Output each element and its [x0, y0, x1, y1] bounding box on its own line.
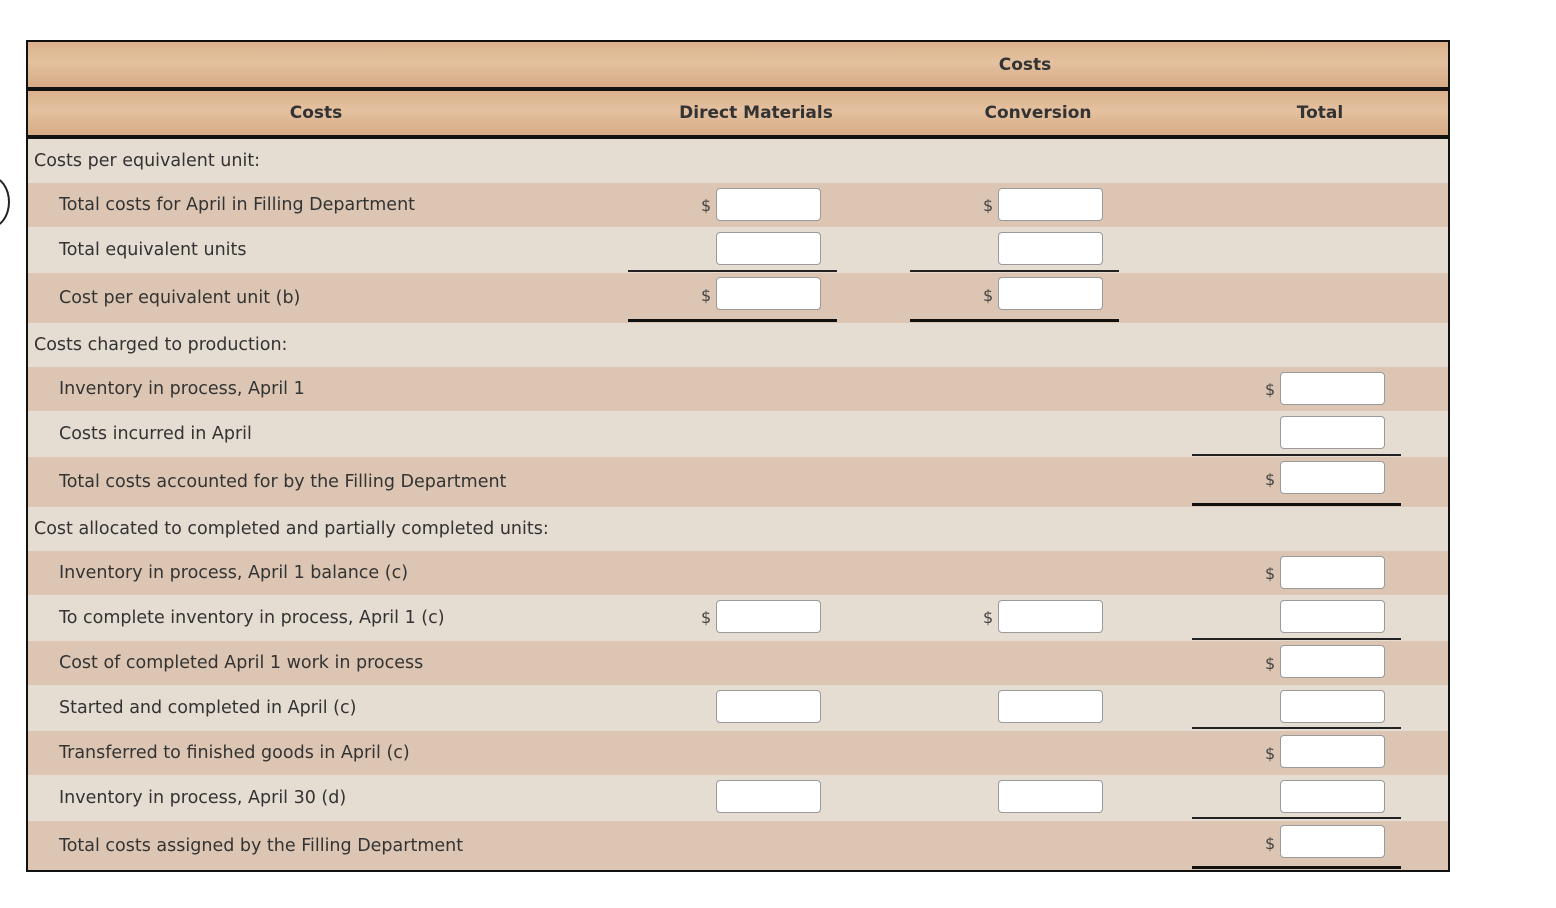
conv-total-costs-input[interactable] — [998, 188, 1103, 221]
table-row-inventory-april-30 — [28, 775, 1448, 821]
subtotal-rule — [910, 270, 1119, 272]
table-row-to-complete-inventory — [28, 595, 1448, 641]
header-group-row — [28, 42, 1448, 91]
total-cost-completed-april-1-input[interactable] — [1280, 645, 1385, 678]
dm-to-complete-input[interactable] — [716, 600, 821, 633]
dm-equivalent-units-input[interactable] — [716, 232, 821, 265]
conv-cost-per-unit-input[interactable] — [998, 277, 1103, 310]
cost-report-table — [26, 40, 1450, 872]
subtotal-rule — [1192, 727, 1401, 729]
section-header-charged — [28, 323, 1448, 367]
dollar-sign: $ — [1265, 654, 1276, 673]
total-rule — [1192, 866, 1401, 869]
row-label: Total costs for April in Filling Department — [59, 195, 416, 215]
row-label: Inventory in process, April 1 — [59, 379, 305, 399]
direct-materials-column-header: Direct Materials — [679, 103, 833, 123]
table-row-total-costs-assigned — [28, 821, 1448, 870]
total-started-completed-input[interactable] — [1280, 690, 1385, 723]
row-label: Started and completed in April (c) — [59, 698, 357, 718]
row-label: Inventory in process, April 30 (d) — [59, 788, 347, 808]
row-label: Transferred to finished goods in April (c) — [59, 743, 410, 763]
table-row-started-completed-april — [28, 685, 1448, 731]
dollar-sign: $ — [701, 196, 712, 215]
row-label: Costs incurred in April — [59, 424, 252, 444]
total-costs-accounted-input[interactable] — [1280, 461, 1385, 494]
table-row-total-equivalent-units — [28, 227, 1448, 273]
dollar-sign: $ — [1265, 834, 1276, 853]
subtotal-rule — [628, 270, 837, 272]
row-label: Cost per equivalent unit (b) — [59, 288, 301, 308]
dollar-sign: $ — [1265, 380, 1276, 399]
table-row-total-costs-april — [28, 183, 1448, 227]
table-row-costs-incurred-april — [28, 411, 1448, 457]
dollar-sign: $ — [701, 286, 712, 305]
dm-inventory-april-30-input[interactable] — [716, 780, 821, 813]
total-rule — [1192, 503, 1401, 506]
conv-equivalent-units-input[interactable] — [998, 232, 1103, 265]
row-label: Total costs assigned by the Filling Department — [59, 835, 464, 856]
table-row-inventory-april-1-balance — [28, 551, 1448, 595]
row-label: Inventory in process, April 1 balance (c) — [59, 563, 409, 583]
costs-column-header: Costs — [289, 103, 343, 123]
table-row-cost-completed-april-1 — [28, 641, 1448, 685]
total-column-header: Total — [1296, 103, 1344, 123]
dollar-sign: $ — [701, 608, 712, 627]
table-row-transferred-finished-goods — [28, 731, 1448, 775]
conv-to-complete-input[interactable] — [998, 600, 1103, 633]
costs-group-header: Costs — [998, 55, 1052, 75]
dm-started-completed-input[interactable] — [716, 690, 821, 723]
total-transferred-input[interactable] — [1280, 735, 1385, 768]
dm-cost-per-unit-input[interactable] — [716, 277, 821, 310]
row-label: Total equivalent units — [59, 240, 247, 260]
table-row-cost-per-equivalent-unit — [28, 273, 1448, 323]
conv-inventory-april-30-input[interactable] — [998, 780, 1103, 813]
row-label: To complete inventory in process, April 1 (c) — [59, 608, 445, 628]
section-header-allocated — [28, 507, 1448, 551]
radio-circle-fragment — [0, 176, 10, 228]
total-april-1-balance-input[interactable] — [1280, 556, 1385, 589]
dollar-sign: $ — [1265, 744, 1276, 763]
dollar-sign: $ — [1265, 470, 1276, 489]
total-inventory-april-1-input[interactable] — [1280, 372, 1385, 405]
conversion-column-header: Conversion — [984, 103, 1092, 123]
table-row-total-costs-accounted — [28, 457, 1448, 507]
row-label: Total costs accounted for by the Filling Department — [59, 472, 507, 492]
dollar-sign: $ — [983, 196, 994, 215]
dollar-sign: $ — [1265, 564, 1276, 583]
subtotal-rule — [1192, 817, 1401, 819]
section-header-per-unit — [28, 139, 1448, 183]
total-costs-assigned-input[interactable] — [1280, 825, 1385, 858]
dm-total-costs-input[interactable] — [716, 188, 821, 221]
subtotal-rule — [1192, 638, 1401, 640]
header-columns-row — [28, 91, 1448, 139]
dollar-sign: $ — [983, 608, 994, 627]
total-rule — [628, 319, 837, 322]
conv-started-completed-input[interactable] — [998, 690, 1103, 723]
subtotal-rule — [1192, 454, 1401, 456]
section-title: Costs per equivalent unit: — [34, 151, 261, 171]
section-title: Cost allocated to completed and partially completed units: — [34, 519, 549, 539]
total-inventory-april-30-input[interactable] — [1280, 780, 1385, 813]
total-rule — [910, 319, 1119, 322]
section-title: Costs charged to production: — [34, 335, 288, 355]
total-costs-incurred-input[interactable] — [1280, 416, 1385, 449]
dollar-sign: $ — [983, 286, 994, 305]
total-to-complete-input[interactable] — [1280, 600, 1385, 633]
row-label: Cost of completed April 1 work in process — [59, 653, 424, 673]
table-row-inventory-april-1 — [28, 367, 1448, 411]
